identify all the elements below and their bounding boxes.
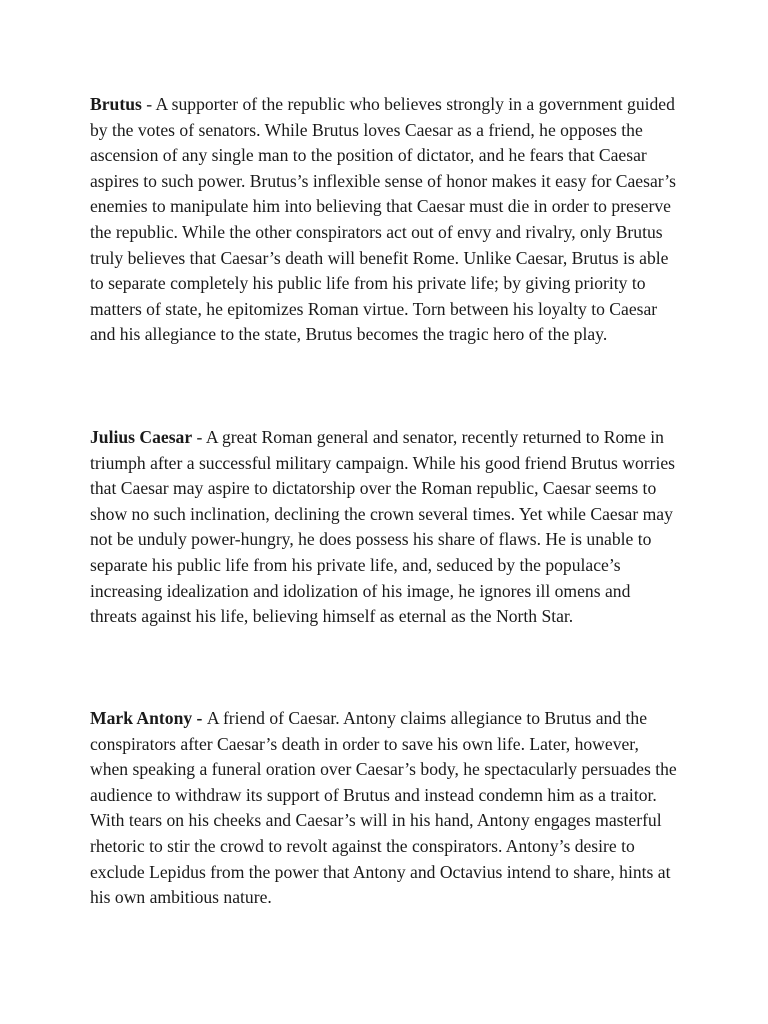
character-entry-mark-antony: [90, 706, 680, 911]
character-entry-julius-caesar: [90, 425, 680, 630]
character-description-julius-caesar: A great Roman general and senator, recently returned to Rome in triumph after a successful military campaign. While his good friend Brutus worries that Caesar may aspire to dictatorship over the Roman republic, Caesar seems to show no such inclination, declining the crown several times. Yet while Caesar may not be unduly power-hungry, he does possess his share of flaws. He is unable to separate his public life from his private life, and, seduced by the populace’s increasing idealization and idolization of his image, he ignores ill omens and threats against his life, believing himself as eternal as the North Star.: [90, 427, 676, 627]
character-name-julius-caesar: Julius Caesar: [90, 427, 193, 447]
character-name-brutus: Brutus: [90, 94, 142, 114]
character-description-brutus: A supporter of the republic who believes strongly in a government guided by the votes of senators. While Brutus loves Caesar as a friend, he opposes the ascension of any single man to the position of dictator, and he fears that Caesar aspires to such power. Brutus’s inflexible sense of honor makes it easy for Caesar’s enemies to manipulate him into believing that Caesar must die in order to preserve the republic. While the other conspirators act out of envy and rivalry, only Brutus truly believes that Caesar’s death will benefit Rome. Unlike Caesar, Brutus is able to separate completely his public life from his private life; by giving priority to matters of state, he epitomizes Roman virtue. Torn between his loyalty to Caesar and his allegiance to the state, Brutus becomes the tragic hero of the play.: [90, 94, 677, 345]
character-name-mark-antony: Mark Antony: [90, 708, 193, 728]
name-separator: -: [192, 708, 207, 728]
name-separator: -: [192, 427, 206, 447]
character-description-mark-antony: A friend of Caesar. Antony claims allegiance to Brutus and the conspirators after Caesar’s death in order to save his own life. Later, however, when speaking a funeral oration over Caesar’s body, he spectacularly persuades the audience to withdraw its support of Brutus and instead condemn him as a traitor. With tears on his cheeks and Caesar’s will in his hand, Antony engages masterful rhetoric to stir the crowd to revolt against the conspirators. Antony’s desire to exclude Lepidus from the power that Antony and Octavius intend to share, hints at his own ambitious nature.: [90, 708, 677, 908]
name-separator: -: [141, 94, 156, 114]
character-entry-brutus: [90, 92, 680, 348]
